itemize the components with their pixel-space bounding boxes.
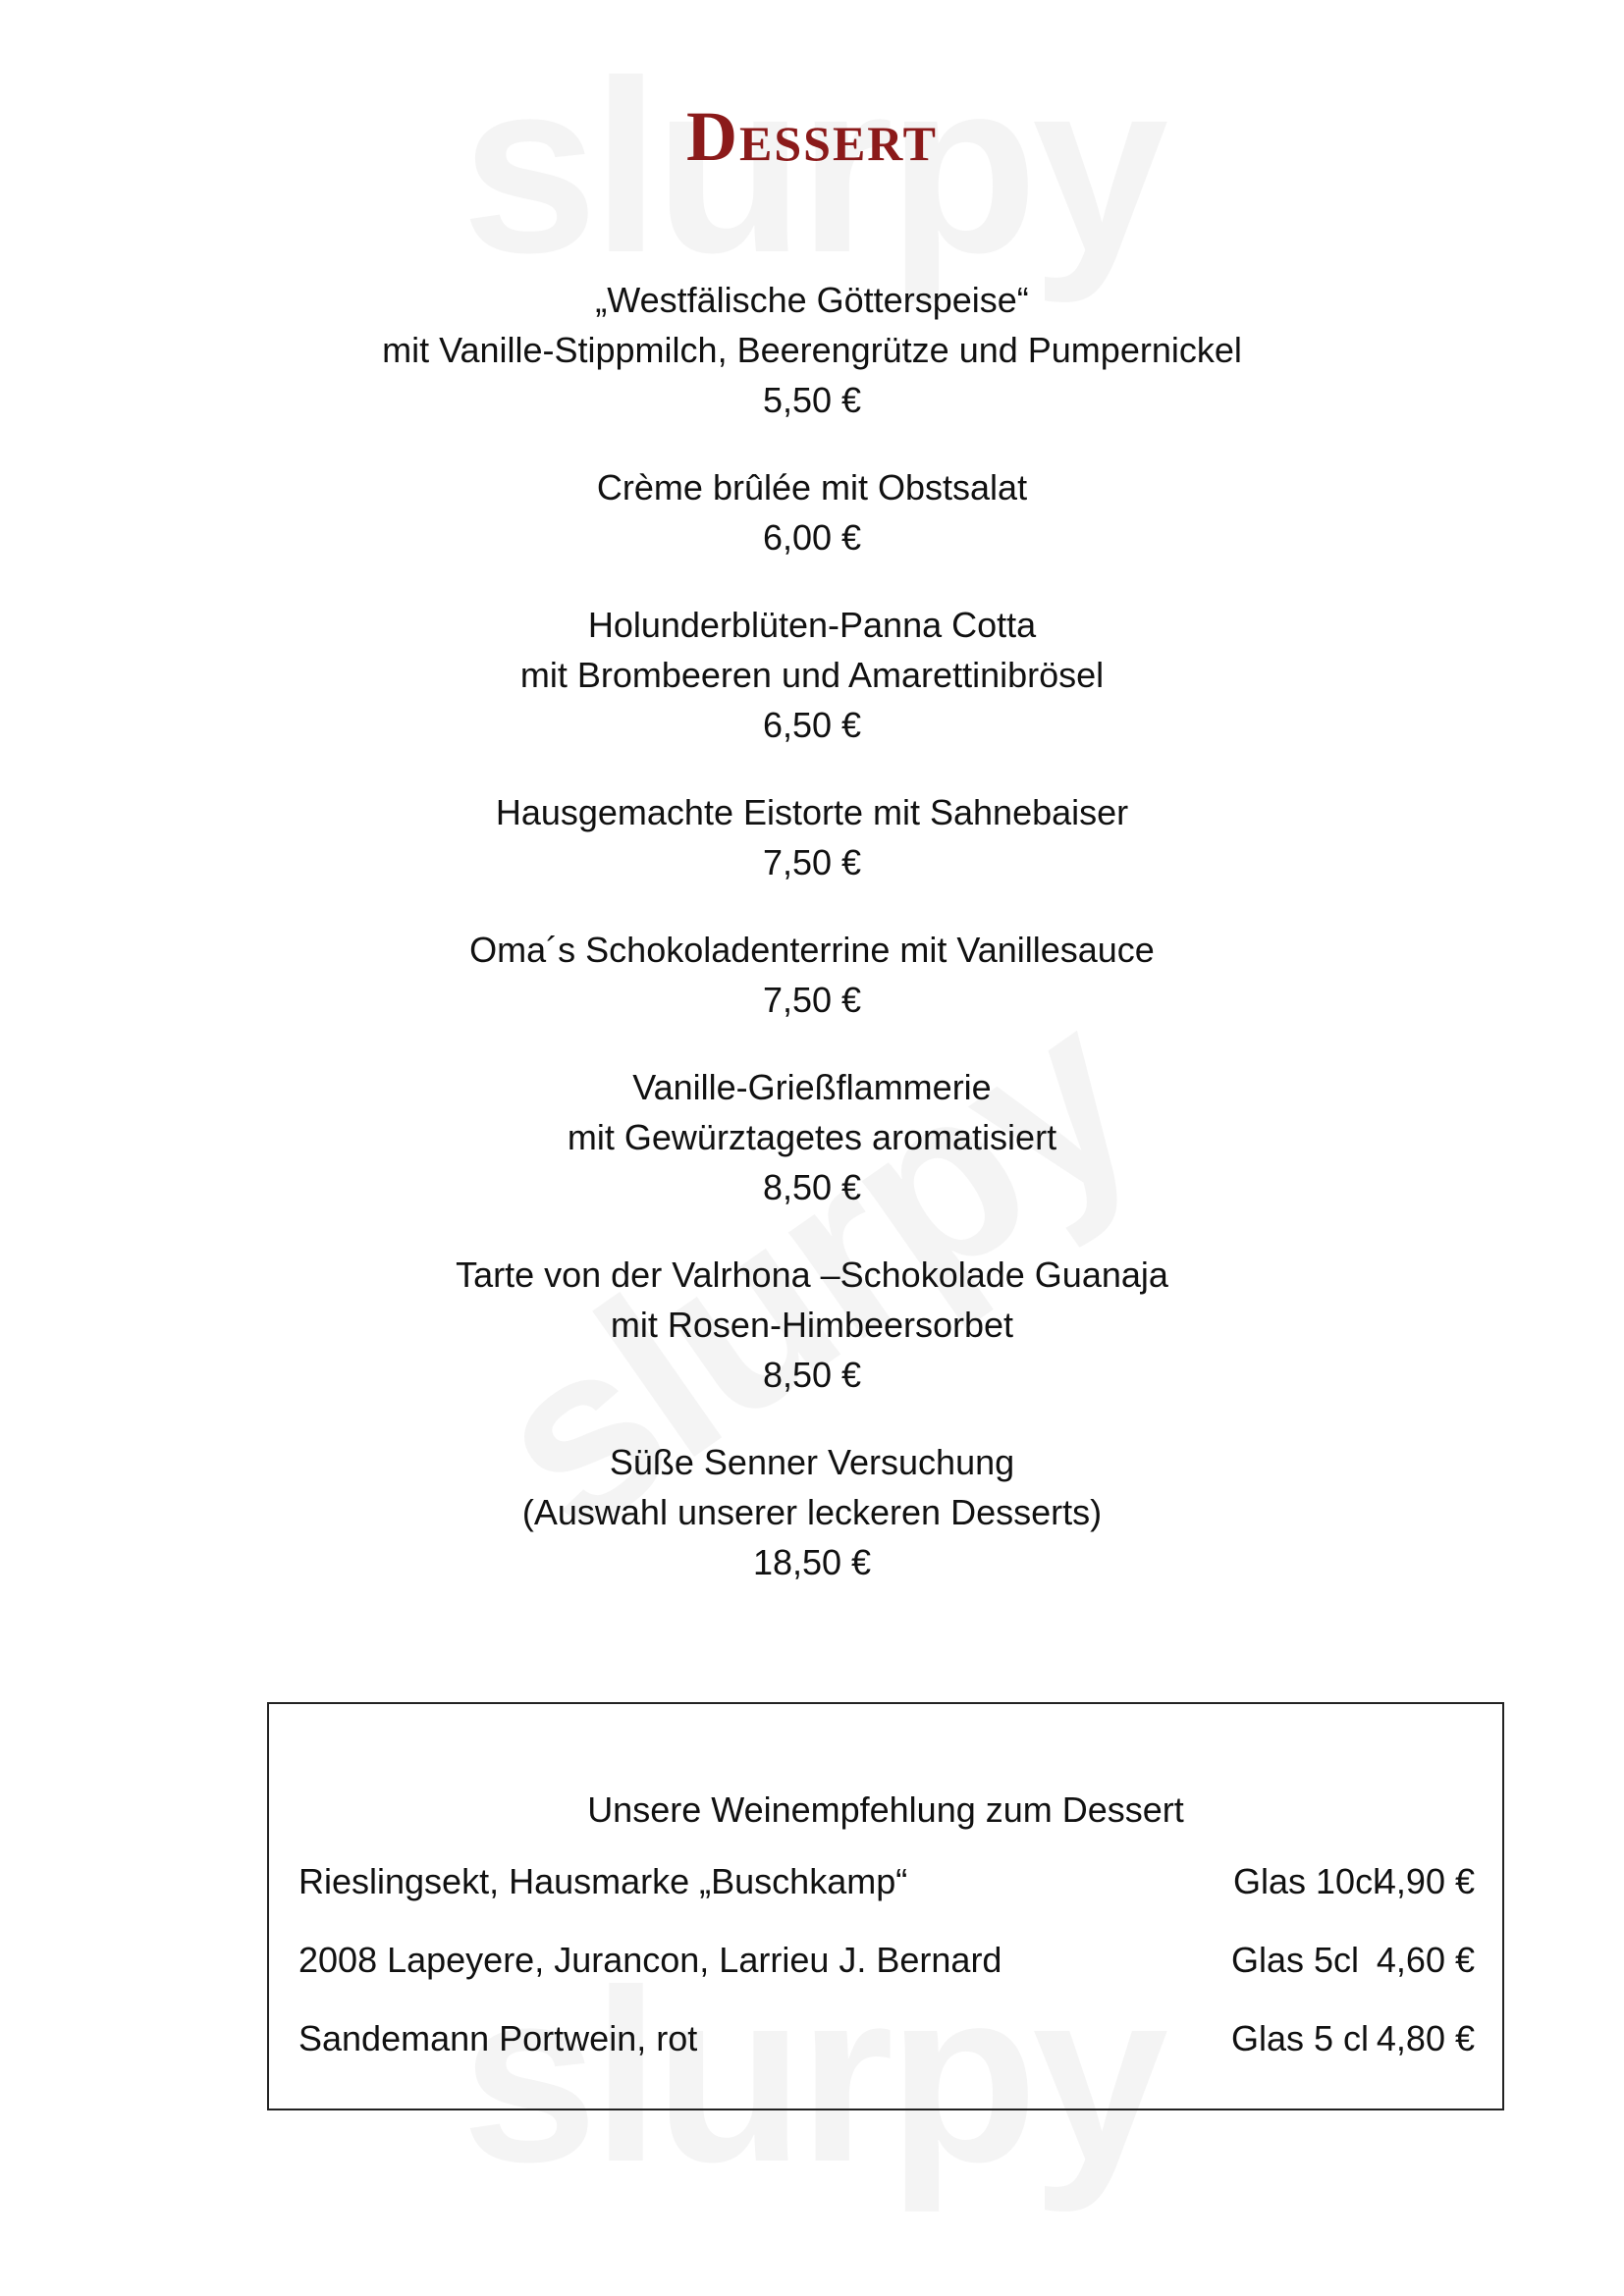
wine-box-heading: Unsere Weinempfehlung zum Dessert (587, 1789, 1184, 1830)
menu-item (0, 1062, 1624, 1212)
item-price: 8,50 € (762, 1167, 862, 1207)
item-name: Holunderblüten-Panna Cotta (587, 605, 1037, 645)
item-price: 5,50 € (762, 380, 862, 420)
menu-item (0, 787, 1624, 887)
wine-row (298, 2018, 1475, 2061)
wine-row (298, 1861, 1475, 1904)
wine-recommendation-box (267, 1702, 1504, 2110)
item-description: (Auswahl unserer leckeren Desserts) (521, 1492, 1103, 1532)
item-description: mit Rosen-Himbeersorbet (610, 1305, 1014, 1345)
menu-item (0, 462, 1624, 562)
wine-price: 4,60 € (1376, 1940, 1475, 1980)
item-name: Süße Senner Versuchung (609, 1442, 1015, 1482)
item-price: 18,50 € (752, 1542, 872, 1582)
wine-glass-size: Glas 5 cl (1231, 2018, 1370, 2058)
item-name: „Westfälische Götterspeise“ (595, 280, 1029, 320)
wine-glass-size: Glas 5cl (1231, 1940, 1360, 1980)
item-price: 7,50 € (762, 842, 862, 882)
wine-name: Sandemann Portwein, rot (298, 2018, 698, 2058)
item-description: mit Gewürztagetes aromatisiert (567, 1117, 1057, 1157)
dessert-menu (0, 275, 1624, 1625)
menu-item (0, 1250, 1624, 1400)
item-price: 8,50 € (762, 1355, 862, 1395)
item-description: mit Brombeeren und Amarettinibrösel (519, 655, 1105, 695)
wine-name: Rieslingsekt, Hausmarke „Buschkamp“ (298, 1861, 908, 1901)
menu-item (0, 1437, 1624, 1587)
item-name: Tarte von der Valrhona –Schokolade Guanaja (456, 1255, 1168, 1295)
menu-item (0, 600, 1624, 750)
item-price: 7,50 € (762, 980, 862, 1020)
item-price: 6,00 € (762, 517, 862, 558)
item-description: mit Vanille-Stippmilch, Beerengrütze und Pumpernickel (382, 330, 1242, 370)
wine-price: 4,80 € (1376, 2018, 1475, 2058)
item-name: Oma´s Schokoladenterrine mit Vanillesauce (469, 930, 1155, 970)
page-title: Dessert (685, 97, 938, 176)
wine-price: 4,90 € (1376, 1861, 1475, 1901)
item-name: Vanille-Grießflammerie (632, 1067, 992, 1107)
item-name: Hausgemachte Eistorte mit Sahnebaiser (495, 792, 1129, 832)
wine-name: 2008 Lapeyere, Jurancon, Larrieu J. Bernard (298, 1940, 1002, 1980)
item-price: 6,50 € (762, 705, 862, 745)
wine-glass-size: Glas 10cl (1233, 1861, 1381, 1901)
wine-row (298, 1940, 1475, 1983)
menu-item (0, 925, 1624, 1025)
item-name: Crème brûlée mit Obstsalat (596, 467, 1028, 507)
menu-item (0, 275, 1624, 425)
